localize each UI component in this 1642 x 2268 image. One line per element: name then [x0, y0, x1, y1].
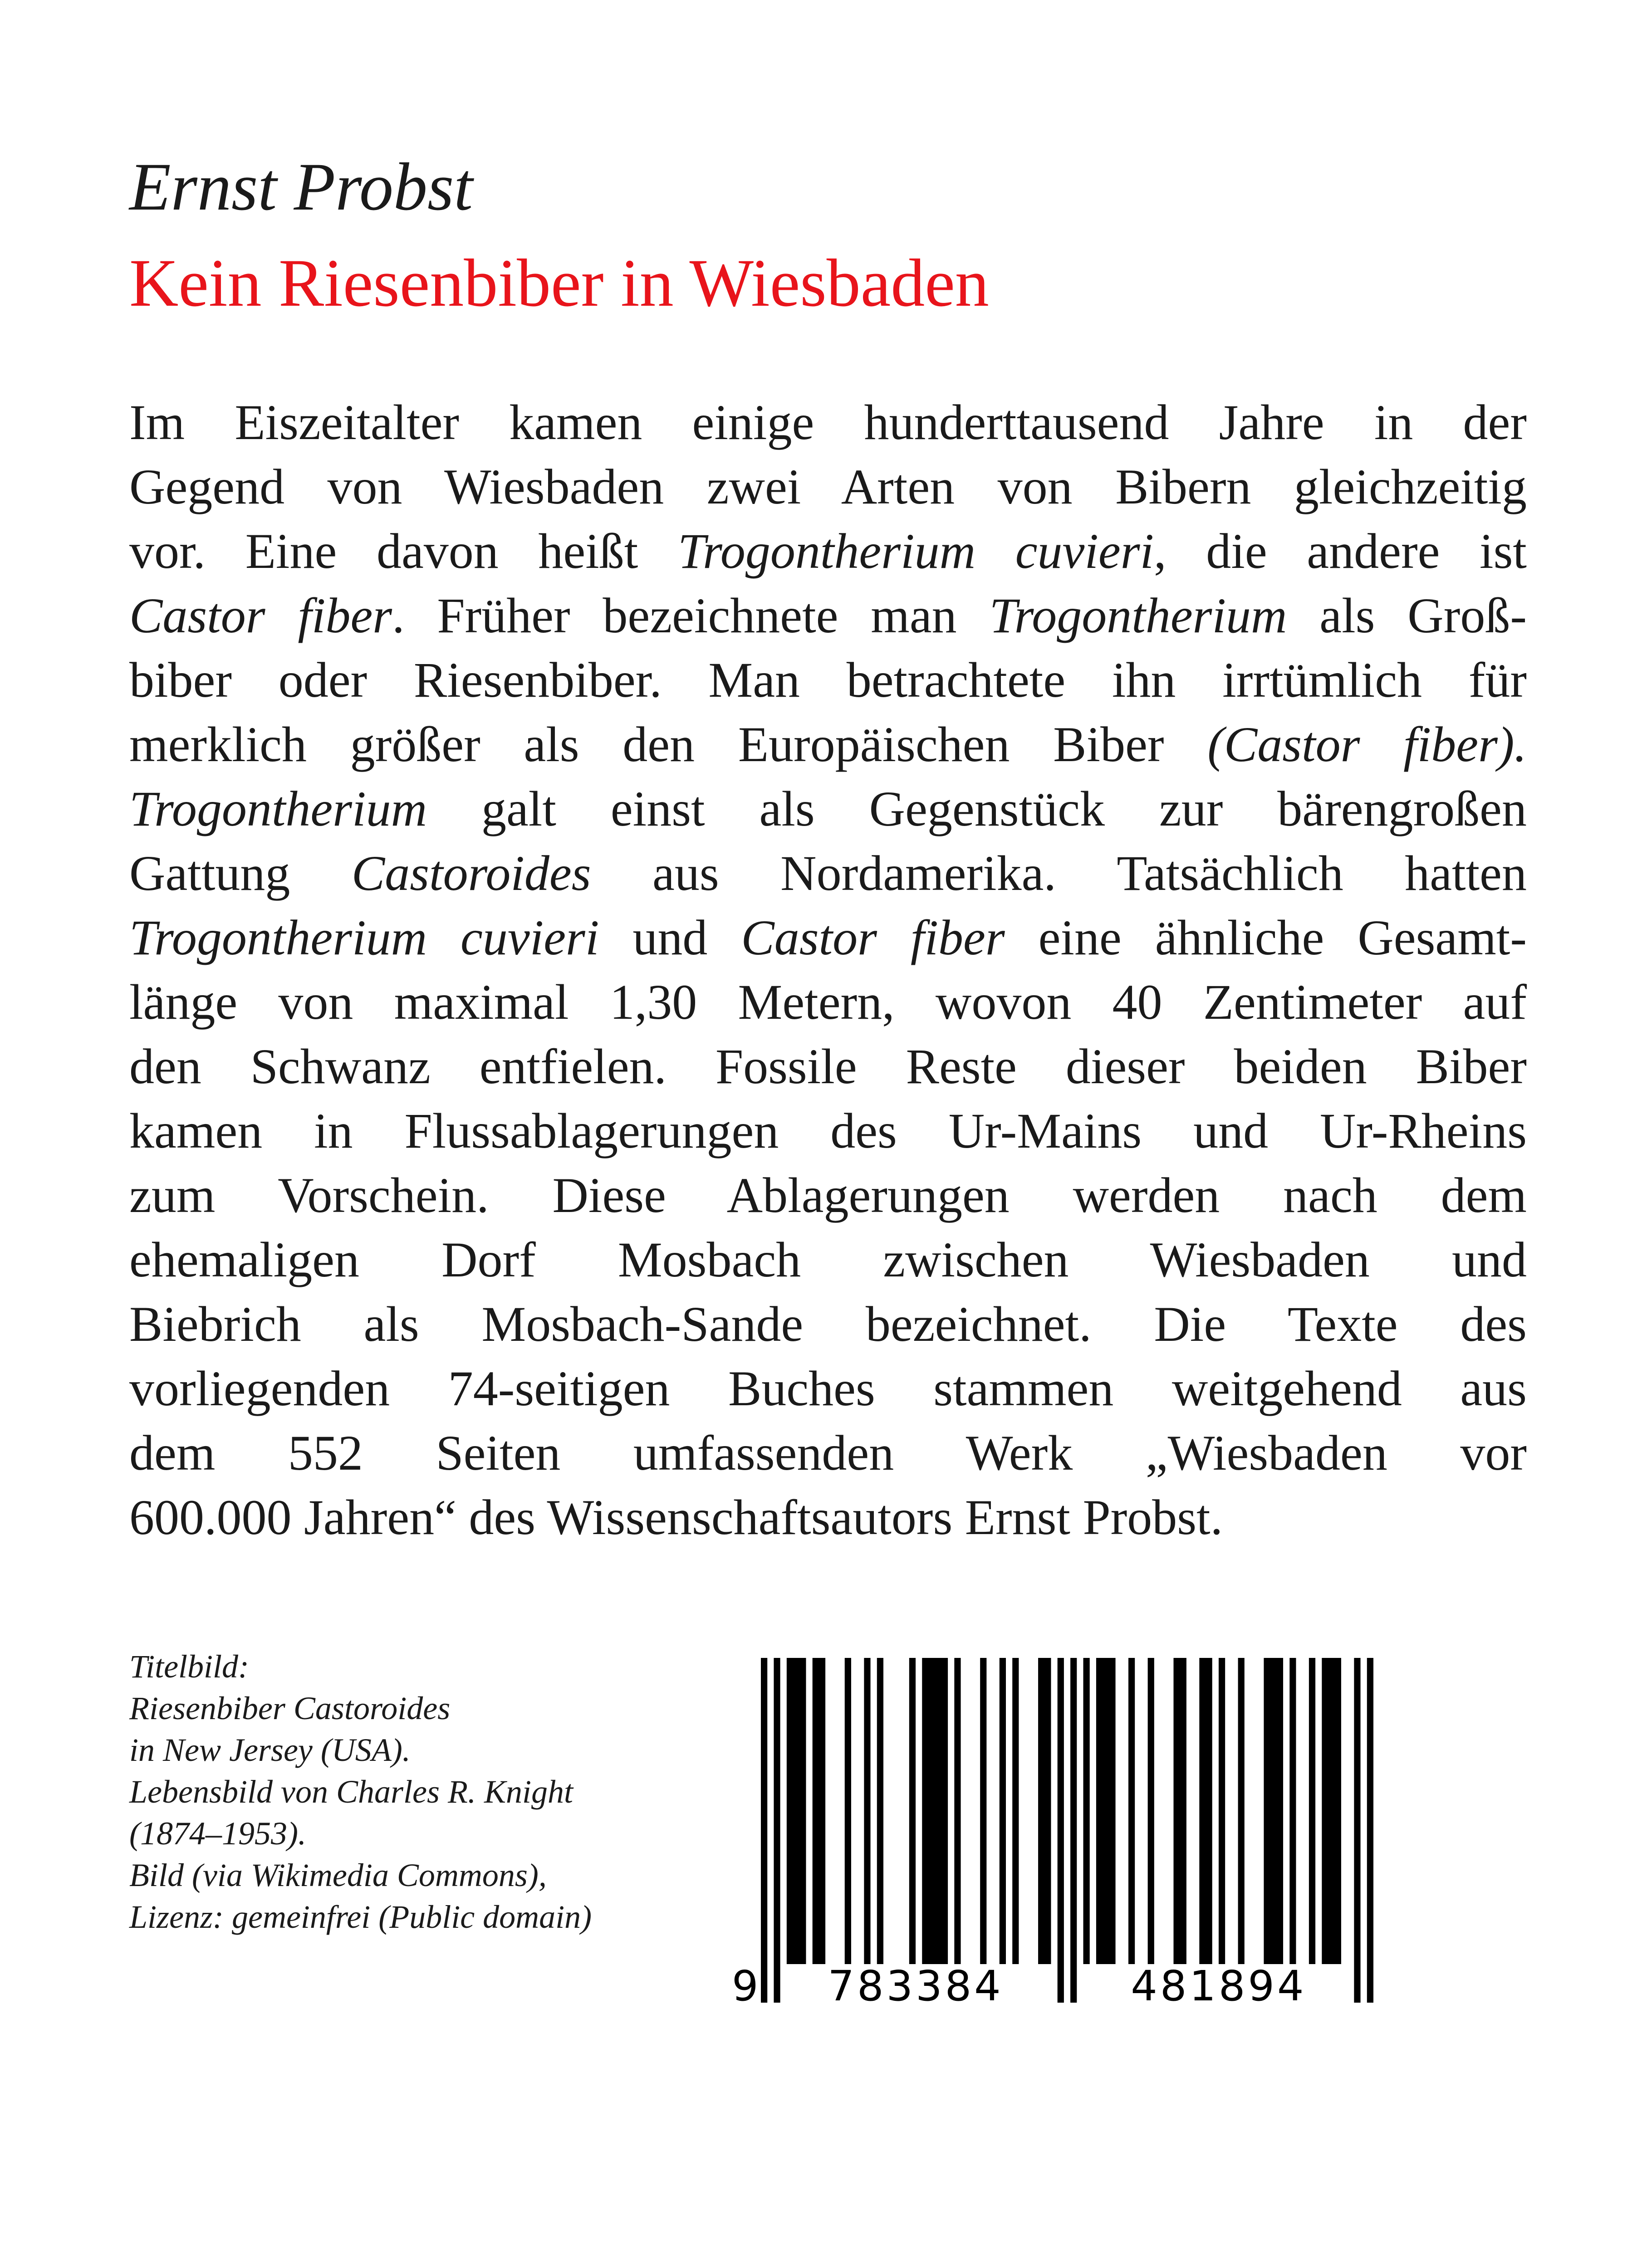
barcode-bar	[1038, 1658, 1051, 1964]
cover-image-caption	[129, 1646, 719, 1938]
blurb-line	[129, 519, 1527, 583]
barcode-bar	[1096, 1658, 1116, 1964]
blurb-segment: zum Vorschein. Diese Ablagerungen werden nach dem	[129, 1168, 1527, 1223]
barcode-bar	[1148, 1658, 1154, 1964]
blurb-segment: als Groß-	[1287, 588, 1527, 643]
barcode-bar	[1264, 1658, 1283, 1964]
barcode-guard-bar	[1354, 1658, 1360, 2003]
caption-line: Lizenz: gemeinfrei (Public domain)	[129, 1899, 592, 1935]
caption-line: Titelbild:	[129, 1648, 250, 1685]
blurb-segment: vor. Eine davon heißt	[129, 523, 678, 579]
barcode-bar	[1289, 1658, 1296, 1964]
barcode-bar	[864, 1658, 870, 1964]
book-title: Kein Riesenbiber in Wiesbaden	[129, 245, 989, 321]
caption-line: (1874–1953).	[129, 1815, 306, 1852]
caption-line: Lebensbild von Charles R. Knight	[129, 1774, 573, 1810]
barcode-guard-bar	[774, 1658, 780, 2003]
blurb-italic-segment: (Castor fiber).	[1207, 717, 1527, 772]
barcode-bar	[1219, 1658, 1225, 1964]
blurb-segment: länge von maximal 1,30 Metern, wovon 40 Zentimeter auf	[129, 974, 1527, 1030]
blurb-segment: Gattung	[129, 846, 352, 901]
blurb-line	[129, 1292, 1527, 1356]
blurb-italic-segment: Castoroides	[351, 846, 591, 901]
blurb-italic-segment: Castor fiber	[741, 910, 1005, 965]
blurb-line	[129, 1034, 1527, 1099]
author-name: Ernst Probst	[129, 149, 473, 225]
blurb-segment: merklich größer als den Europäischen Biber	[129, 717, 1208, 772]
blurb-line	[129, 648, 1527, 712]
barcode-bar	[1000, 1658, 1006, 1964]
blurb-segment: eine ähnliche Gesamt-	[1005, 910, 1527, 965]
blurb-segment: aus Nordamerika. Tatsächlich hatten	[591, 846, 1527, 901]
blurb-line	[129, 777, 1527, 841]
blurb-segment: dem 552 Seiten umfassenden Werk „Wiesbaden vor	[129, 1425, 1527, 1481]
blurb-segment: und	[599, 910, 741, 965]
barcode-bar	[845, 1658, 851, 1964]
barcode-right-digits: 481894	[1131, 1962, 1307, 2009]
blurb-line	[129, 583, 1527, 648]
blurb-segment: ehemaligen Dorf Mosbach zwischen Wiesbaden und	[129, 1232, 1527, 1287]
blurb-line	[129, 1227, 1527, 1292]
barcode-guard-bar	[761, 1658, 767, 2003]
barcode-guard-bar	[1058, 1658, 1064, 2003]
barcode-bar	[980, 1658, 986, 1964]
blurb-segment: Biebrich als Mosbach-Sande bezeichnet. Die Texte des	[129, 1296, 1527, 1352]
blurb-italic-segment: Trogontherium	[989, 588, 1287, 643]
blurb-line	[129, 712, 1527, 777]
caption-line: in New Jersey (USA).	[129, 1732, 411, 1768]
barcode-bar	[1322, 1658, 1341, 1964]
blurb-segment: den Schwanz entfielen. Fossile Reste dieser beiden Biber	[129, 1039, 1527, 1094]
blurb-segment: Gegend von Wiesbaden zwei Arten von Bibern gleichzeitig	[129, 459, 1527, 514]
blurb-segment: kamen in Flussablagerungen des Ur-Mains und Ur-Rheins	[129, 1103, 1527, 1158]
blurb-line	[129, 970, 1527, 1034]
barcode-bar	[954, 1658, 961, 1964]
barcode-bar	[909, 1658, 916, 1964]
blurb-segment: , die andere ist	[1154, 523, 1527, 579]
barcode-bars	[761, 1658, 1373, 2003]
blurb-line	[129, 1421, 1527, 1485]
blurb-line	[129, 455, 1527, 519]
blurb-segment: 600.000 Jahren“ des Wissenschaftsautors Ernst Probst.	[129, 1490, 1223, 1545]
caption-line: Bild (via Wikimedia Commons),	[129, 1857, 547, 1893]
blurb-line	[129, 841, 1527, 905]
barcode-bar	[1238, 1658, 1245, 1964]
blurb-line	[129, 1356, 1527, 1421]
barcode-left-digits: 783384	[828, 1962, 1004, 2009]
barcode-guard-bar	[1367, 1658, 1373, 2003]
blurb-line	[129, 390, 1527, 455]
barcode-bar	[1309, 1658, 1315, 1964]
barcode-bar	[922, 1658, 948, 1964]
barcode-first-digit: 9	[732, 1962, 759, 2009]
barcode-graphic	[728, 1656, 1386, 2009]
blurb-segment: biber oder Riesenbiber. Man betrachtete ihn irrtümlich für	[129, 652, 1527, 708]
isbn-barcode	[728, 1656, 1386, 2009]
blurb-italic-segment: Trogontherium	[129, 781, 427, 836]
barcode-bar	[1012, 1658, 1019, 1964]
blurb-line	[129, 1163, 1527, 1227]
blurb-segment: . Früher bezeichnete man	[392, 588, 990, 643]
blurb-segment: vorliegenden 74-seitigen Buches stammen weitgehend aus	[129, 1361, 1527, 1416]
barcode-bar	[813, 1658, 825, 1964]
blurb-italic-segment: Trogontherium cuvieri	[129, 910, 599, 965]
blurb-italic-segment: Castor fiber	[129, 588, 392, 643]
barcode-bar	[1128, 1658, 1135, 1964]
barcode-bar	[877, 1658, 883, 1964]
blurb-line	[129, 905, 1527, 970]
blurb-line	[129, 1099, 1527, 1163]
barcode-bar	[787, 1658, 806, 1964]
blurb-segment: galt einst als Gegenstück zur bärengroßen	[427, 781, 1527, 836]
blurb-text	[129, 390, 1527, 1549]
caption-line: Riesenbiber Castoroides	[129, 1690, 451, 1726]
barcode-bar	[1173, 1658, 1186, 1964]
barcode-bar	[1083, 1658, 1090, 1964]
blurb-segment: Im Eiszeitalter kamen einige hunderttausend Jahre in der	[129, 395, 1527, 450]
barcode-bar	[1199, 1658, 1212, 1964]
blurb-line	[129, 1485, 1527, 1549]
blurb-italic-segment: Trogontherium cuvieri	[678, 523, 1154, 579]
barcode-guard-bar	[1070, 1658, 1077, 2003]
